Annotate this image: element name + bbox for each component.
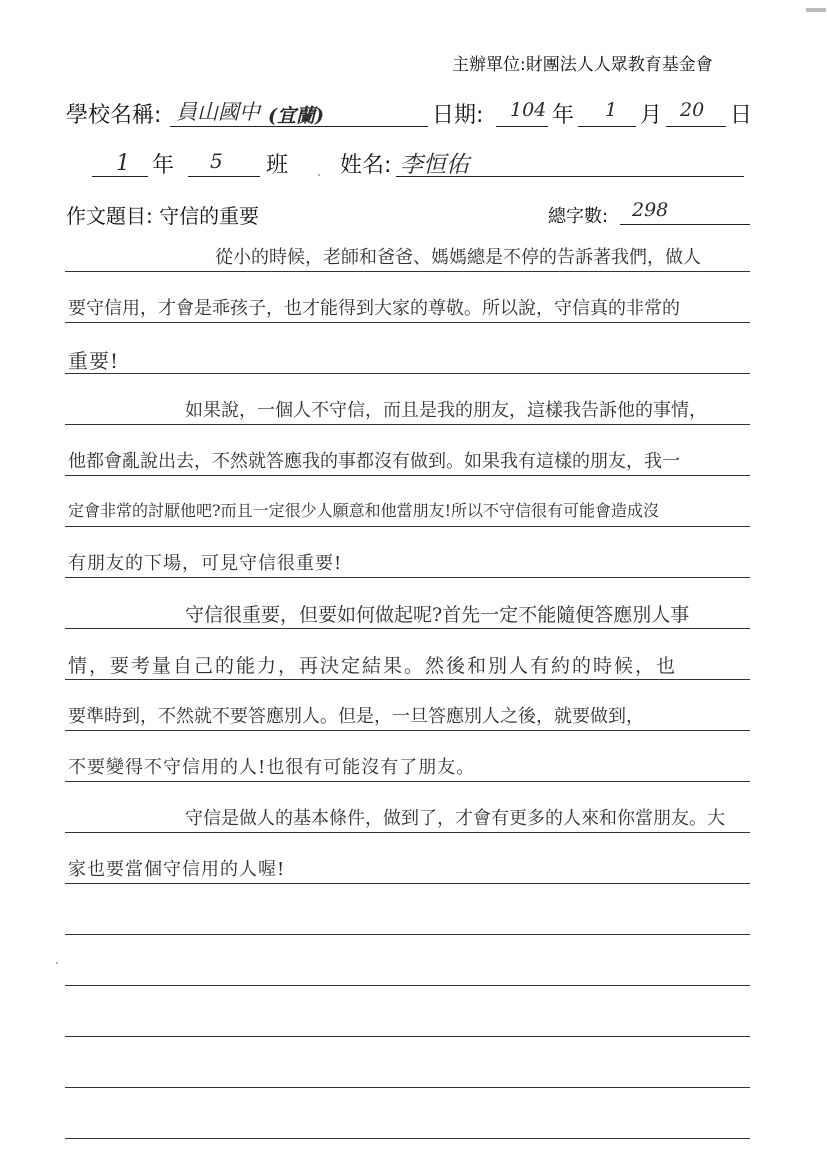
month-unit: 月 <box>640 103 663 128</box>
rule-line <box>65 934 750 935</box>
essay-line-4: 如果說，一個人不守信，而且是我的朋友，這樣我告訴他的事情， <box>185 400 707 421</box>
rule-line <box>65 1138 750 1139</box>
rule-line <box>65 475 750 476</box>
essay-line-7: 有朋友的下場，可見守信很重要! <box>68 553 343 574</box>
school-value: 員山國中 <box>176 100 260 124</box>
essay-line-2: 要守信用，才會是乖孩子，也才能得到大家的尊敬。所以說，守信真的非常的 <box>68 298 680 319</box>
essay-line-3: 重要! <box>68 349 120 373</box>
year-value: 104 <box>510 99 547 121</box>
essay-line-9: 情，要考量自己的能力，再決定結果。然後和別人有約的時候，也 <box>68 655 678 677</box>
day-underline <box>666 126 726 127</box>
rule-line <box>65 832 750 833</box>
day-value: 20 <box>680 99 705 121</box>
grade-unit: 年 <box>152 153 175 178</box>
rule-line <box>65 577 750 578</box>
essay-line-13: 家也要當個守信用的人喔! <box>68 859 286 880</box>
rule-line <box>65 271 750 272</box>
organizer-text: 主辦單位:財團法人人眾教育基金會 <box>452 55 713 75</box>
essay-line-1: 從小的時候，老師和爸爸、媽媽總是不停的告訴著我們，做人 <box>215 247 701 268</box>
day-unit: 日 <box>730 103 753 128</box>
school-label: 學校名稱: <box>66 103 162 128</box>
rule-line <box>65 628 750 629</box>
rule-line <box>65 781 750 782</box>
grade-underline <box>92 176 148 177</box>
rule-line <box>65 1036 750 1037</box>
essay-line-10: 要準時到，不然就不要答應別人。但是，一旦答應別人之後，就要做到， <box>68 706 644 727</box>
name-label: 姓名: <box>340 153 392 178</box>
class-unit: 班 <box>266 153 289 178</box>
month-underline <box>578 126 636 127</box>
school-county: (宜蘭) <box>268 105 324 127</box>
rule-line <box>65 883 750 884</box>
scan-speck <box>56 962 58 964</box>
name-underline <box>396 176 744 177</box>
essay-line-8: 守信很重要，但要如何做起呢?首先一定不能隨便答應別人事 <box>185 604 690 626</box>
class-underline <box>188 176 260 177</box>
word-count-underline <box>620 224 750 225</box>
rule-line <box>65 322 750 323</box>
rule-line <box>65 526 750 527</box>
rule-line <box>65 730 750 731</box>
essay-title: 作文題目: 守信的重要 <box>66 204 260 228</box>
essay-line-5: 他都會亂說出去，不然就答應我的事都沒有做到。如果我有這樣的朋友，我一 <box>68 451 680 472</box>
word-count-value: 298 <box>632 199 669 221</box>
essay-line-12: 守信是做人的基本條件，做到了，才會有更多的人來和你當朋友。大 <box>185 808 725 829</box>
scan-speck <box>318 174 320 176</box>
month-value: 1 <box>605 99 618 121</box>
name-value: 李恒佑 <box>400 152 469 178</box>
essay-line-6: 定會非常的討厭他吧?而且一定很少人願意和他當朋友!所以不守信很有可能會造成沒 <box>68 501 660 520</box>
essay-line-11: 不要變得不守信用的人!也很有可能沒有了朋友。 <box>68 757 476 778</box>
rule-line <box>65 424 750 425</box>
year-underline <box>496 126 548 127</box>
rule-line <box>65 985 750 986</box>
class-value: 5 <box>210 149 223 173</box>
grade-value: 1 <box>116 151 130 176</box>
scan-edge <box>806 8 826 12</box>
year-unit: 年 <box>552 103 575 128</box>
rule-line <box>65 1087 750 1088</box>
word-count-label: 總字數: <box>548 206 609 227</box>
school-underline <box>170 126 428 127</box>
date-label: 日期: <box>432 103 484 128</box>
rule-line <box>65 679 750 680</box>
